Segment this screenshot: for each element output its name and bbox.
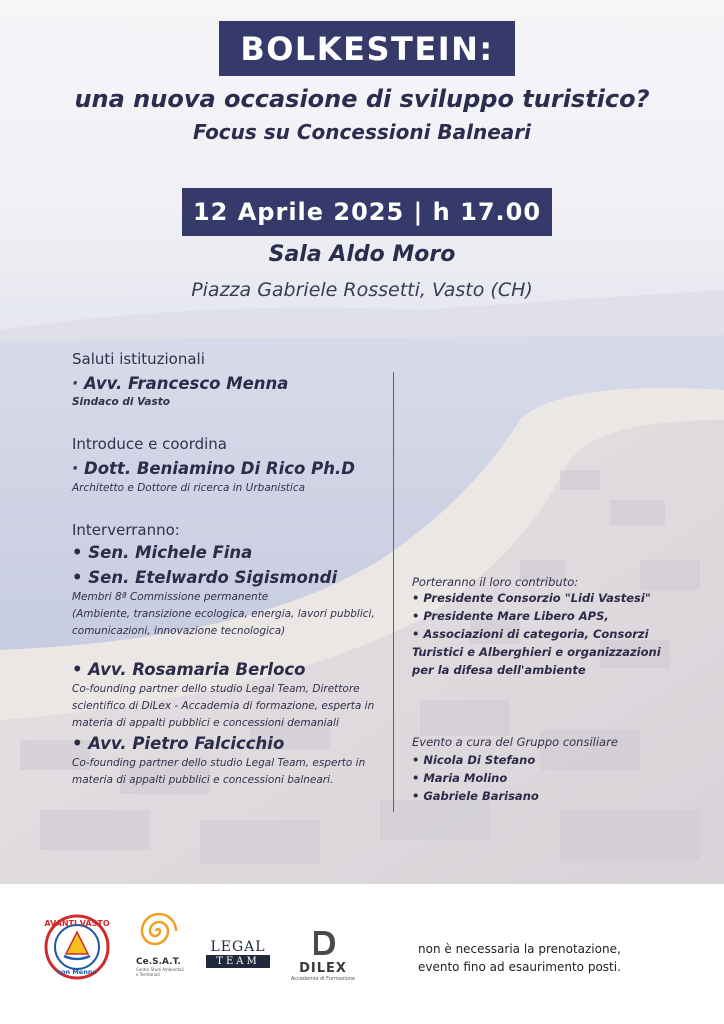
event-address: Piazza Gabriele Rossetti, Vasto (CH) [191,279,533,301]
contributors-label: Porteranno il loro contributo: [412,575,579,589]
avanti-logo-sub: con Menna [57,968,97,976]
title-banner [219,21,515,76]
berloco-role-line: scientifico di DiLex - Accademia di formazione, esperta in [72,700,375,712]
senators-role-line: Membri 8ª Commissione permanente [72,591,269,603]
organizer-item: • Maria Molino [412,771,508,785]
saluti-label: Saluti istituzionali [72,350,205,368]
contributor-item: Turistici e Alberghieri e organizzazioni [412,645,661,659]
legal-team-logo [206,940,270,970]
senators-role-line: comunicazioni, innovazione tecnologica) [72,625,286,637]
dilex-logo [288,928,358,984]
senators-role-line: (Ambiente, transizione ecologica, energia, lavori pubblici, [72,608,375,620]
contributor-item: • Presidente Mare Libero APS, [412,609,609,623]
speaker-sigismondi: • Sen. Etelwardo Sigismondi [72,568,338,587]
cesat-spiral-icon [136,910,180,952]
date-banner [182,188,552,236]
introduce-label: Introduce e coordina [72,435,227,453]
dilex-logo-text: DILEX [299,961,347,976]
program-column [72,350,390,789]
subtitle-focus: Focus su Concessioni Balneari [192,120,532,144]
interverranno-label: Interverranno: [72,521,180,539]
speaker-falcicchio: • Avv. Pietro Falcicchio [72,734,285,753]
saluti-role: Sindaco di Vasto [72,396,170,408]
organizers-label: Evento a cura del Gruppo consiliare [412,735,618,749]
booking-note [418,940,621,976]
dilex-logo-sub: Accademia di Formazione [290,976,356,982]
introduce-role: Architetto e Dottore di ricerca in Urbanistica [72,482,306,494]
speaker-fina: • Sen. Michele Fina [72,543,253,562]
team-logo-text: TEAM [206,955,270,968]
dilex-emblem-icon [308,928,338,958]
cesat-logo [136,910,186,990]
contributor-item: • Presidente Consorzio "Lidi Vastesi" [412,591,651,605]
contributors-column [412,575,702,805]
organizer-item: • Gabriele Barisano [412,789,539,803]
berloco-role-line: materia di appalti pubblici e concessioni demaniali [72,717,339,729]
introduce-name: · Dott. Beniamino Di Rico Ph.D [72,459,355,478]
booking-note-line2: evento fino ad esaurimento posti. [418,960,621,974]
avanti-logo-text: AVANTI VASTO [44,919,110,928]
saluti-name: · Avv. Francesco Menna [72,374,289,393]
column-divider [393,372,394,812]
page-title: BOLKESTEIN: [240,29,494,68]
booking-note-line1: non è necessaria la prenotazione, [418,942,621,956]
cesat-logo-sub: Centro Studi Ambientali e Territoriali [136,967,184,977]
speaker-berloco: • Avv. Rosamaria Berloco [72,660,306,679]
legal-logo-text: LEGAL [210,939,266,955]
cesat-logo-text: Ce.S.A.T. [136,957,181,967]
avanti-vasto-logo [44,914,110,980]
contributor-item: per la difesa dell'ambiente [412,663,586,677]
contributor-item: • Associazioni di categoria, Consorzi [412,627,649,641]
falcicchio-role-line: materia di appalti pubblici e concessioni balneari. [72,774,334,786]
falcicchio-role-line: Co-founding partner dello studio Legal Team, esperto in [72,757,366,769]
berloco-role-line: Co-founding partner dello studio Legal Team, Direttore [72,683,360,695]
event-datetime: 12 Aprile 2025 | h 17.00 [192,198,542,226]
organizer-item: • Nicola Di Stefano [412,753,536,767]
subtitle-main: una nuova occasione di sviluppo turistico? [74,85,650,113]
event-venue: Sala Aldo Moro [268,242,456,267]
